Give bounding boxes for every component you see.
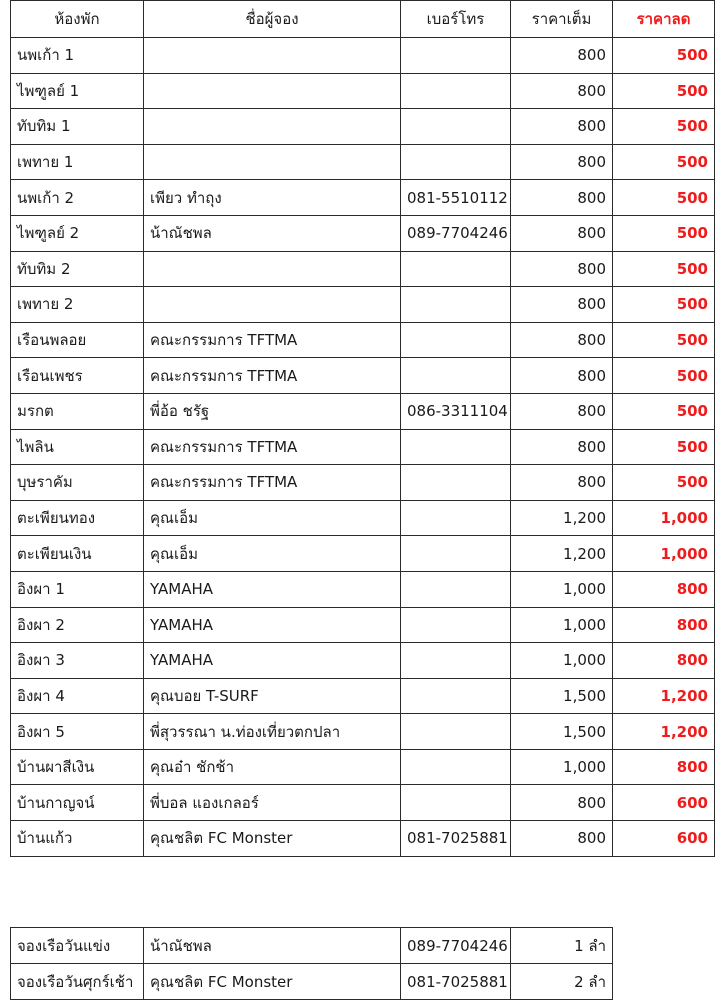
- room-row: [11, 714, 715, 750]
- room-table-header-row: [11, 1, 715, 38]
- full-price-cell: 1,000: [511, 749, 613, 785]
- full-price-cell: 1,000: [511, 571, 613, 607]
- room-row: [11, 215, 715, 251]
- phone-cell: 086-3311104: [401, 393, 511, 429]
- booker-name-cell: เพียว ทำถุง: [144, 180, 401, 216]
- room-name-cell: เรือนเพชร: [11, 358, 144, 394]
- full-price-cell: 1,000: [511, 607, 613, 643]
- room-row: [11, 749, 715, 785]
- booker-name-cell: คุณบอย T-SURF: [144, 678, 401, 714]
- room-name-cell: บ้านผาสีเงิน: [11, 749, 144, 785]
- discount-price-cell: 1,000: [613, 536, 715, 572]
- room-row: [11, 571, 715, 607]
- boat-table-body: [11, 928, 613, 1000]
- phone-cell: [401, 500, 511, 536]
- discount-price-cell: 1,000: [613, 500, 715, 536]
- discount-price-cell: 500: [613, 429, 715, 465]
- phone-cell: 081-7025881: [401, 821, 511, 857]
- discount-price-cell: 500: [613, 144, 715, 180]
- discount-price-cell: 500: [613, 109, 715, 145]
- phone-cell: [401, 144, 511, 180]
- phone-cell: [401, 678, 511, 714]
- phone-cell: [401, 109, 511, 145]
- full-price-cell: 800: [511, 429, 613, 465]
- full-price-cell: 1,500: [511, 678, 613, 714]
- booker-name-cell: น้าณัชพล: [144, 215, 401, 251]
- discount-price-cell: 1,200: [613, 678, 715, 714]
- room-row: [11, 38, 715, 74]
- room-row: [11, 144, 715, 180]
- header-discount-price: ราคาลด: [613, 1, 715, 38]
- booker-name-cell: คุณชลิต FC Monster: [144, 821, 401, 857]
- room-name-cell: บ้านกาญจน์: [11, 785, 144, 821]
- room-row: [11, 607, 715, 643]
- booker-name-cell: พี่สุวรรณา น.ท่องเที่ยวตกปลา: [144, 714, 401, 750]
- full-price-cell: 800: [511, 38, 613, 74]
- room-name-cell: นพเก้า 2: [11, 180, 144, 216]
- booker-name-cell: คณะกรรมการ TFTMA: [144, 429, 401, 465]
- room-name-cell: มรกต: [11, 393, 144, 429]
- room-name-cell: ตะเพียนเงิน: [11, 536, 144, 572]
- room-name-cell: เพทาย 1: [11, 144, 144, 180]
- full-price-cell: 800: [511, 322, 613, 358]
- discount-price-cell: 600: [613, 785, 715, 821]
- room-name-cell: อิงผา 1: [11, 571, 144, 607]
- discount-price-cell: 500: [613, 287, 715, 323]
- phone-cell: [401, 38, 511, 74]
- booker-name-cell: คณะกรรมการ TFTMA: [144, 465, 401, 501]
- boat-booker-cell: น้าณัชพล: [144, 928, 401, 964]
- room-row: [11, 465, 715, 501]
- booker-name-cell: คณะกรรมการ TFTMA: [144, 358, 401, 394]
- booker-name-cell: คณะกรรมการ TFTMA: [144, 322, 401, 358]
- phone-cell: 089-7704246: [401, 215, 511, 251]
- booker-name-cell: คุณเอ็ม: [144, 500, 401, 536]
- phone-cell: [401, 785, 511, 821]
- boat-booker-cell: คุณชลิต FC Monster: [144, 964, 401, 1000]
- discount-price-cell: 500: [613, 322, 715, 358]
- phone-cell: [401, 749, 511, 785]
- discount-price-cell: 800: [613, 643, 715, 679]
- room-name-cell: อิงผา 3: [11, 643, 144, 679]
- room-name-cell: บุษราคัม: [11, 465, 144, 501]
- phone-cell: 081-5510112: [401, 180, 511, 216]
- full-price-cell: 1,200: [511, 500, 613, 536]
- booker-name-cell: [144, 144, 401, 180]
- phone-cell: [401, 607, 511, 643]
- full-price-cell: 800: [511, 144, 613, 180]
- full-price-cell: 800: [511, 465, 613, 501]
- phone-cell: [401, 571, 511, 607]
- room-name-cell: บ้านแก้ว: [11, 821, 144, 857]
- room-row: [11, 678, 715, 714]
- discount-price-cell: 500: [613, 358, 715, 394]
- phone-cell: [401, 287, 511, 323]
- full-price-cell: 800: [511, 358, 613, 394]
- room-row: [11, 287, 715, 323]
- booker-name-cell: คุณอ๋า ชักช้า: [144, 749, 401, 785]
- full-price-cell: 1,200: [511, 536, 613, 572]
- room-row: [11, 180, 715, 216]
- room-name-cell: ไพฑูลย์ 1: [11, 73, 144, 109]
- header-phone: เบอร์โทร: [401, 1, 511, 38]
- full-price-cell: 1,500: [511, 714, 613, 750]
- room-row: [11, 821, 715, 857]
- room-name-cell: ไพลิน: [11, 429, 144, 465]
- full-price-cell: 800: [511, 251, 613, 287]
- boat-qty-cell: 1 ลำ: [511, 928, 613, 964]
- room-name-cell: ทับทิม 2: [11, 251, 144, 287]
- discount-price-cell: 800: [613, 749, 715, 785]
- header-full-price: ราคาเต็ม: [511, 1, 613, 38]
- discount-price-cell: 500: [613, 215, 715, 251]
- room-row: [11, 358, 715, 394]
- boat-label-cell: จองเรือวันศุกร์เช้า: [11, 964, 144, 1000]
- room-table-body: [11, 38, 715, 857]
- phone-cell: [401, 643, 511, 679]
- full-price-cell: 800: [511, 821, 613, 857]
- discount-price-cell: 800: [613, 607, 715, 643]
- phone-cell: [401, 465, 511, 501]
- full-price-cell: 800: [511, 215, 613, 251]
- boat-phone-cell: 081-7025881: [401, 964, 511, 1000]
- room-name-cell: อิงผา 5: [11, 714, 144, 750]
- full-price-cell: 800: [511, 287, 613, 323]
- room-name-cell: เรือนพลอย: [11, 322, 144, 358]
- booker-name-cell: [144, 38, 401, 74]
- boat-qty-cell: 2 ลำ: [511, 964, 613, 1000]
- room-booking-table: [10, 0, 715, 857]
- boat-row: [11, 964, 613, 1000]
- room-row: [11, 322, 715, 358]
- booker-name-cell: [144, 287, 401, 323]
- phone-cell: [401, 358, 511, 394]
- booker-name-cell: YAMAHA: [144, 571, 401, 607]
- booker-name-cell: [144, 109, 401, 145]
- discount-price-cell: 500: [613, 393, 715, 429]
- boat-row: [11, 928, 613, 964]
- booker-name-cell: พี่บอล แองเกลอร์: [144, 785, 401, 821]
- room-name-cell: ทับทิม 1: [11, 109, 144, 145]
- discount-price-cell: 500: [613, 251, 715, 287]
- boat-phone-cell: 089-7704246: [401, 928, 511, 964]
- room-row: [11, 785, 715, 821]
- full-price-cell: 800: [511, 785, 613, 821]
- full-price-cell: 800: [511, 393, 613, 429]
- room-name-cell: อิงผา 4: [11, 678, 144, 714]
- phone-cell: [401, 536, 511, 572]
- discount-price-cell: 500: [613, 38, 715, 74]
- booker-name-cell: พี่อ้อ ชรัฐ: [144, 393, 401, 429]
- full-price-cell: 800: [511, 180, 613, 216]
- phone-cell: [401, 714, 511, 750]
- room-row: [11, 251, 715, 287]
- discount-price-cell: 500: [613, 180, 715, 216]
- discount-price-cell: 1,200: [613, 714, 715, 750]
- discount-price-cell: 500: [613, 465, 715, 501]
- room-row: [11, 500, 715, 536]
- phone-cell: [401, 429, 511, 465]
- phone-cell: [401, 322, 511, 358]
- boat-label-cell: จองเรือวันแข่ง: [11, 928, 144, 964]
- booker-name-cell: [144, 251, 401, 287]
- room-row: [11, 643, 715, 679]
- boat-booking-table: [10, 927, 613, 1000]
- header-booker: ชื่อผู้จอง: [144, 1, 401, 38]
- room-row: [11, 429, 715, 465]
- header-room: ห้องพัก: [11, 1, 144, 38]
- full-price-cell: 1,000: [511, 643, 613, 679]
- room-row: [11, 73, 715, 109]
- room-name-cell: เพทาย 2: [11, 287, 144, 323]
- booker-name-cell: YAMAHA: [144, 643, 401, 679]
- room-row: [11, 536, 715, 572]
- room-name-cell: ไพฑูลย์ 2: [11, 215, 144, 251]
- room-name-cell: ตะเพียนทอง: [11, 500, 144, 536]
- booker-name-cell: [144, 73, 401, 109]
- booker-name-cell: คุณเอ็ม: [144, 536, 401, 572]
- room-row: [11, 109, 715, 145]
- room-row: [11, 393, 715, 429]
- full-price-cell: 800: [511, 73, 613, 109]
- room-name-cell: นพเก้า 1: [11, 38, 144, 74]
- room-name-cell: อิงผา 2: [11, 607, 144, 643]
- discount-price-cell: 800: [613, 571, 715, 607]
- discount-price-cell: 600: [613, 821, 715, 857]
- full-price-cell: 800: [511, 109, 613, 145]
- booker-name-cell: YAMAHA: [144, 607, 401, 643]
- discount-price-cell: 500: [613, 73, 715, 109]
- phone-cell: [401, 251, 511, 287]
- phone-cell: [401, 73, 511, 109]
